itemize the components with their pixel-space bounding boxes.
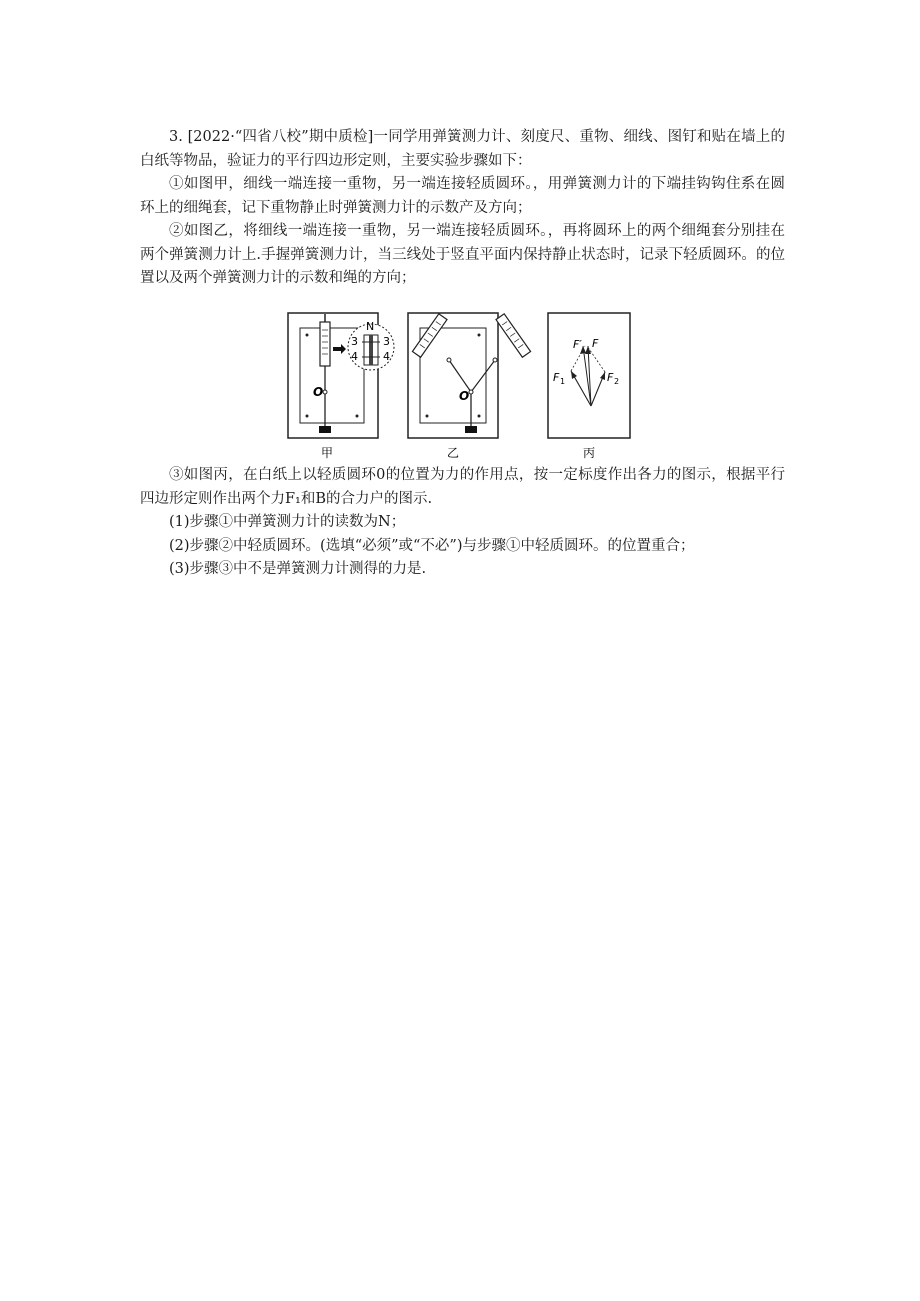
sub-question-3: (3)步骤③中不是弹簧测力计测得的力是. xyxy=(169,561,427,577)
panel-bing xyxy=(548,313,630,460)
label-o-jia: O xyxy=(313,385,324,399)
panel-jia xyxy=(288,313,394,460)
panel-yi-label: 乙 xyxy=(447,446,460,460)
label-f-prime: F′ xyxy=(573,338,582,351)
panel-jia-label: 甲 xyxy=(321,446,334,460)
zoom-tick-4-right: 4 xyxy=(383,350,390,363)
label-o-yi: O xyxy=(459,389,470,403)
label-f2: F xyxy=(607,371,614,384)
label-f2-sub: 2 xyxy=(614,377,620,386)
label-f1-sub: 1 xyxy=(560,377,566,386)
sub-question-1: (1)步骤①中弹簧测力计的读数为N； xyxy=(169,514,406,530)
zoom-tick-4-left: 4 xyxy=(351,350,358,363)
experiment-figure xyxy=(283,308,643,463)
step-2: ②如图乙，将细线一端连接一重物，另一端连接轻质圆环。，再将圆环上的两个细绳套分别挂在两个弹簧测力计上.手握弹簧测力计，当三线处于竖直平面内保持静止状态时，记录下轻质圆环。的位置以及两个弹簧测力计的示数和绳的方向； xyxy=(140,223,785,286)
zoom-unit: N xyxy=(366,320,375,333)
question-stem: 3. [2022·“四省八校”期中质检]一同学用弹簧测力计、刻度尺、重物、细线、图钉和贴在墙上的白纸等物品，验证力的平行四边形定则，主要实验步骤如下： xyxy=(140,129,785,169)
zoom-tick-3-left: 3 xyxy=(351,335,358,348)
panel-bing-label: 丙 xyxy=(583,446,596,460)
panel-yi xyxy=(408,313,531,460)
sub-question-2: (2)步骤②中轻质圆环。(选填“必须”或“不必”)与步骤①中轻质圆环。的位置重合； xyxy=(169,537,695,554)
label-f: F xyxy=(592,337,599,350)
question-text xyxy=(140,126,785,291)
label-f1: F xyxy=(553,371,560,384)
step-3: ③如图丙，在白纸上以轻质圆环0的位置为力的作用点，按一定标度作出各力的图示，根据平行四边形定则作出两个力F₁和B的合力户的图示. xyxy=(140,467,785,507)
zoom-tick-3-right: 3 xyxy=(383,335,390,348)
question-text-lower xyxy=(140,464,785,582)
step-1: ①如图甲，细线一端连接一重物，另一端连接轻质圆环。，用弹簧测力计的下端挂钩钩住系在圆环上的细绳套，记下重物静止时弹簧测力计的示数产及方向； xyxy=(140,176,785,216)
